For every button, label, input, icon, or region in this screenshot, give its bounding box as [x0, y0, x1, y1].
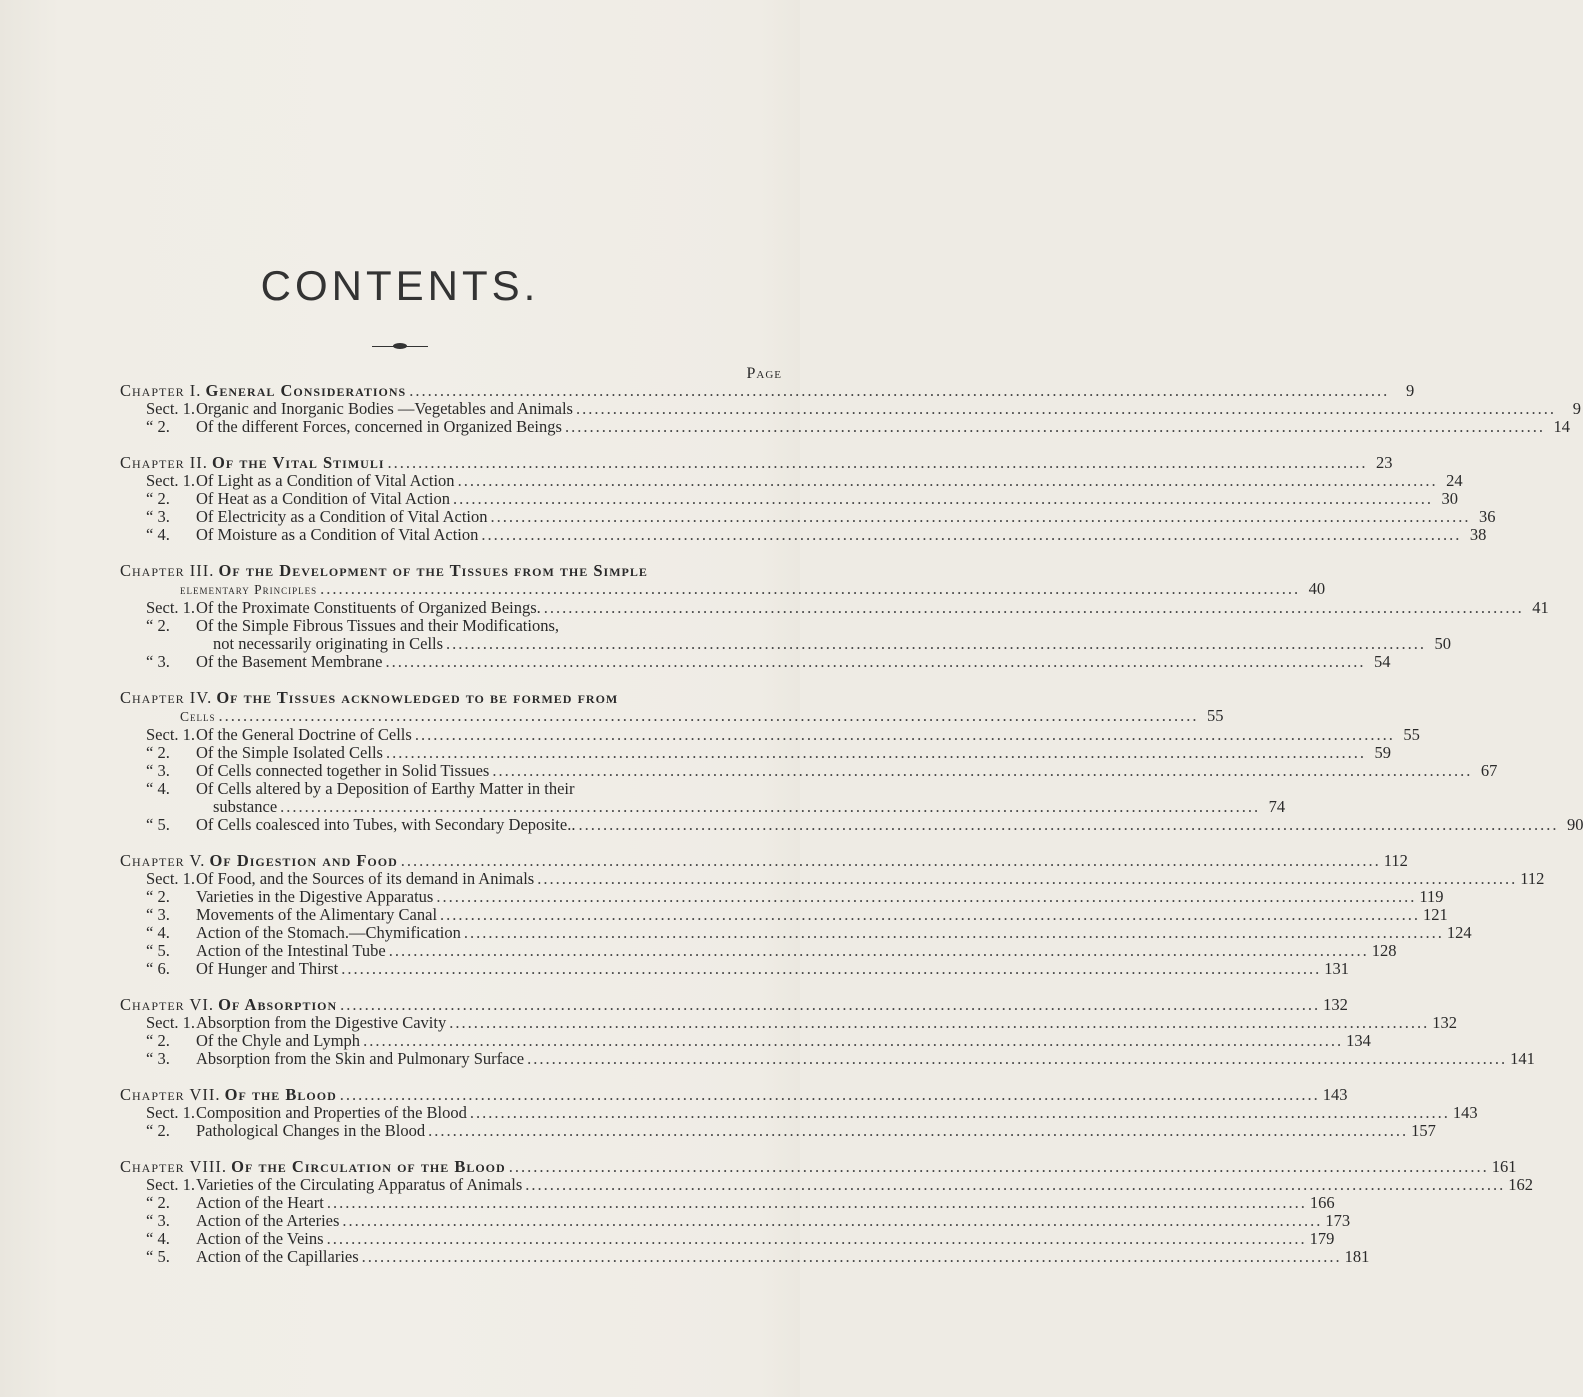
section-text [146, 472, 455, 490]
section-entry [120, 941, 1397, 960]
section-page-number: 55 [1403, 725, 1420, 744]
leader-dots [415, 726, 1395, 744]
section-text [146, 816, 575, 834]
chapter-page-number: 55 [1207, 706, 1224, 725]
section-page-number: 36 [1479, 507, 1496, 526]
section-page-number: 141 [1510, 1049, 1535, 1068]
section-entry [120, 471, 1463, 490]
chapter-heading-continuation [120, 579, 1326, 599]
section-number: Sect. 1. [146, 1175, 196, 1194]
leader-dots [327, 1194, 1307, 1212]
section-title-continuation: not necessarily originating in Cells [213, 634, 444, 653]
section-page-number: 24 [1446, 471, 1463, 490]
leader-dots [470, 1104, 1450, 1122]
leader-dots [492, 762, 1472, 780]
section-title: Of Cells coalesced into Tubes, with Secondary Deposite.. [196, 815, 576, 834]
section-title: Of Moisture as a Condition of Vital Action [196, 525, 479, 544]
leader-dots [525, 1176, 1505, 1194]
section-title: Of the Simple Isolated Cells [196, 743, 383, 762]
chapter-title: Of the Vital Stimuli [212, 453, 385, 472]
section-entry [120, 1031, 1371, 1050]
leader-dots [537, 870, 1517, 888]
chapter-heading-continuation [120, 706, 1224, 726]
section-title: Of the Simple Fibrous Tissues and their Modifications, [196, 616, 559, 635]
section-entry [120, 598, 1549, 617]
leader-dots [386, 744, 1366, 762]
section-page-number: 179 [1309, 1229, 1335, 1248]
chapter-heading-text [120, 382, 406, 400]
section-title: Of Cells altered by a Deposition of Earthy Matter in their [196, 779, 575, 798]
section-title: Action of the Stomach.—Chymification [196, 923, 461, 942]
leader-dots [340, 996, 1320, 1014]
section-text [146, 1230, 324, 1248]
leader-dots [401, 852, 1381, 870]
section-text [146, 508, 488, 526]
section-text [146, 1194, 324, 1212]
section-title: Pathological Changes in the Blood [196, 1121, 426, 1140]
section-title: Action of the Arteries [196, 1211, 340, 1230]
section-text [146, 1032, 360, 1050]
section-page-number: 131 [1324, 959, 1349, 978]
section-text [146, 599, 541, 617]
chapter-heading-text [120, 852, 398, 870]
section-number: “ 4. [146, 525, 170, 544]
section-page-number: 112 [1520, 869, 1545, 888]
chapter-title: Of the Blood [224, 1085, 337, 1104]
section-title: Of the General Doctrine of Cells [196, 725, 412, 744]
section-entry [120, 869, 1545, 888]
chapter-title: Of Absorption [218, 995, 338, 1014]
chapter-page-number: 40 [1308, 579, 1326, 598]
chapter-title-continuation: elementary Principles [180, 582, 318, 597]
leader-dots [458, 472, 1438, 490]
section-text [146, 906, 437, 924]
section-page-number: 134 [1346, 1031, 1371, 1050]
chapter-heading [120, 381, 1415, 400]
chapter-title: Of the Circulation of the Blood [231, 1157, 506, 1176]
section-text [146, 1122, 425, 1140]
leader-dots [409, 382, 1389, 400]
chapter-block [120, 453, 1496, 544]
chapter-title: Of the Tissues acknowledged to be formed from [216, 688, 619, 707]
section-title: Absorption from the Skin and Pulmonary Surface [196, 1049, 525, 1068]
leader-dots [481, 526, 1461, 544]
section-title: Organic and Inorganic Bodies —Vegetables and Animals [196, 399, 573, 418]
chapter-heading [120, 1085, 1348, 1104]
section-title: Of the Basement Membrane [196, 652, 383, 671]
section-entry [120, 905, 1448, 924]
section-number: Sect. 1. [146, 471, 196, 490]
section-number: “ 3. [146, 905, 170, 924]
section-number: “ 4. [146, 1229, 170, 1248]
table-of-contents [120, 381, 1583, 1284]
leader-dots [362, 1248, 1342, 1266]
section-title: Of the different Forces, concerned in Organized Beings [196, 417, 562, 436]
section-text [146, 400, 573, 418]
chapter-number: Chapter VII. [120, 1085, 221, 1104]
leader-dots [389, 942, 1369, 960]
chapter-block [120, 561, 1549, 671]
section-number: “ 2. [146, 1193, 170, 1212]
leader-dots [491, 508, 1471, 526]
section-entry [120, 780, 774, 798]
section-number: “ 6. [146, 959, 170, 978]
chapter-page-number: 9 [1405, 381, 1415, 400]
section-page-number: 67 [1480, 761, 1498, 780]
section-title: Composition and Properties of the Blood [196, 1103, 467, 1122]
leader-dots [440, 906, 1420, 924]
leader-dots [464, 924, 1444, 942]
chapter-page-number: 143 [1322, 1085, 1348, 1104]
section-number: “ 3. [146, 652, 170, 671]
section-text [146, 418, 562, 436]
chapter-heading [120, 851, 1408, 870]
section-text [146, 924, 461, 942]
page-column-label: Page [746, 365, 782, 382]
section-entry [120, 417, 1570, 436]
section-title: Varieties of the Circulating Apparatus of Animals [196, 1175, 523, 1194]
leader-dots [449, 1014, 1429, 1032]
chapter-heading [120, 689, 774, 707]
section-entry [120, 1103, 1478, 1122]
section-page-number: 132 [1432, 1013, 1457, 1032]
section-page-number: 173 [1325, 1211, 1351, 1230]
section-page-number: 30 [1441, 489, 1458, 508]
section-text [146, 1104, 467, 1122]
section-number: “ 4. [146, 779, 170, 798]
section-text [146, 960, 338, 978]
section-page-number: 9 [1572, 399, 1581, 418]
section-page-number: 59 [1374, 743, 1391, 762]
section-text [146, 942, 386, 960]
section-page-number: 74 [1268, 797, 1286, 816]
section-entry-continuation [120, 634, 1452, 653]
section-title: Of Food, and the Sources of its demand in Animals [196, 869, 535, 888]
section-page-number: 181 [1344, 1247, 1370, 1266]
section-title: Of Hunger and Thirst [196, 959, 339, 978]
section-text [146, 1212, 339, 1230]
section-page-number: 41 [1532, 598, 1549, 617]
section-text [146, 1176, 522, 1194]
leader-dots [565, 418, 1545, 436]
section-title: Of the Proximate Constituents of Organized Beings. [196, 598, 541, 617]
section-text [146, 490, 450, 508]
section-page-number: 54 [1373, 652, 1391, 671]
chapter-block [120, 995, 1535, 1068]
leader-dots [219, 707, 1199, 725]
section-number: “ 3. [146, 507, 170, 526]
section-text [146, 1050, 524, 1068]
chapter-heading [120, 1157, 1517, 1176]
chapter-block [120, 381, 1581, 436]
section-number: “ 2. [146, 417, 170, 436]
section-title: Of Cells connected together in Solid Tissues [196, 761, 490, 780]
section-title: Of Electricity as a Condition of Vital Action [196, 507, 488, 526]
leader-dots [280, 798, 1260, 816]
section-entry [120, 743, 1391, 762]
section-title: Action of the Veins [196, 1229, 324, 1248]
section-entry [120, 1247, 1370, 1266]
section-title: Varieties in the Digestive Apparatus [196, 887, 434, 906]
section-number: “ 2. [146, 1121, 170, 1140]
section-text [146, 1248, 359, 1266]
section-text [146, 888, 433, 906]
leader-dots [340, 1086, 1320, 1104]
leader-dots [436, 888, 1416, 906]
section-number: Sect. 1. [146, 1013, 196, 1032]
section-number: Sect. 1. [146, 399, 196, 418]
section-entry [120, 923, 1472, 942]
section-title: Action of the Capillaries [196, 1247, 359, 1266]
section-number: “ 3. [146, 761, 170, 780]
chapter-title: Of Digestion and Food [209, 851, 398, 870]
section-page-number: 162 [1508, 1175, 1534, 1194]
chapter-page-number: 23 [1376, 453, 1393, 472]
leader-dots [509, 1158, 1489, 1176]
section-entry [120, 1049, 1535, 1068]
chapter-block [120, 851, 1545, 978]
divider-ornament [393, 343, 407, 349]
section-entry [120, 525, 1487, 544]
chapter-page-number: 132 [1323, 995, 1348, 1014]
section-title: Absorption from the Digestive Cavity [196, 1013, 447, 1032]
section-number: Sect. 1. [146, 1103, 196, 1122]
section-number: “ 3. [146, 1211, 170, 1230]
leader-dots [576, 400, 1556, 418]
section-entry [120, 1175, 1534, 1194]
leader-dots [363, 1032, 1343, 1050]
chapter-title: General Considerations [205, 381, 407, 400]
chapter-page-number: 112 [1383, 851, 1408, 870]
section-text [146, 1014, 446, 1032]
leader-dots [342, 1212, 1322, 1230]
section-number: “ 5. [146, 1247, 170, 1266]
leader-dots [527, 1050, 1507, 1068]
section-number: “ 2. [146, 743, 170, 762]
section-text [146, 744, 383, 762]
section-number: “ 5. [146, 815, 170, 834]
chapter-heading-text [120, 1158, 506, 1176]
leader-dots [544, 599, 1524, 617]
leader-dots [341, 960, 1321, 978]
section-number: “ 2. [146, 489, 170, 508]
chapter-heading [120, 562, 774, 580]
section-entry [120, 507, 1496, 526]
chapter-number: Chapter VIII. [120, 1157, 228, 1176]
section-entry [120, 1013, 1457, 1032]
section-page-number: 38 [1469, 525, 1487, 544]
chapter-number: Chapter III. [120, 561, 215, 580]
leader-dots [320, 580, 1300, 598]
section-number: “ 2. [146, 616, 170, 635]
section-number: “ 2. [146, 1031, 170, 1050]
chapter-block [120, 1157, 1534, 1266]
section-text [146, 726, 412, 744]
section-title: Action of the Intestinal Tube [196, 941, 386, 960]
section-entry [120, 725, 1420, 744]
section-page-number: 166 [1309, 1193, 1335, 1212]
chapter-block [120, 688, 1583, 834]
section-title: Of Light as a Condition of Vital Action [196, 471, 455, 490]
section-page-number: 143 [1452, 1103, 1478, 1122]
section-entry [120, 761, 1498, 780]
section-page-number: 90 [1566, 815, 1583, 834]
chapter-number: Chapter I. [120, 381, 202, 400]
section-number: Sect. 1. [146, 598, 196, 617]
chapter-heading [120, 453, 1393, 472]
section-text [146, 762, 489, 780]
section-entry [120, 1193, 1335, 1212]
chapter-block [120, 1085, 1478, 1140]
section-entry [120, 887, 1444, 906]
chapter-title-continuation: Cells [180, 709, 216, 724]
section-title-continuation: substance [213, 797, 278, 816]
section-number: “ 2. [146, 887, 170, 906]
chapter-title: Of the Development of the Tissues from the Simple [218, 561, 648, 580]
leader-dots [453, 490, 1433, 508]
leader-dots [385, 653, 1365, 671]
section-entry [120, 1121, 1436, 1140]
section-number: “ 5. [146, 941, 170, 960]
section-entry [120, 617, 774, 635]
section-page-number: 50 [1434, 634, 1452, 653]
section-page-number: 121 [1423, 905, 1448, 924]
leader-dots [428, 1122, 1408, 1140]
section-number: Sect. 1. [146, 725, 196, 744]
leader-dots [578, 816, 1558, 834]
section-entry [120, 1229, 1335, 1248]
leader-dots [327, 1230, 1307, 1248]
section-page-number: 157 [1411, 1121, 1436, 1140]
section-entry [120, 959, 1349, 978]
section-entry [120, 399, 1581, 418]
section-page-number: 124 [1446, 923, 1472, 942]
section-number: “ 4. [146, 923, 170, 942]
section-title: Of Heat as a Condition of Vital Action [196, 489, 450, 508]
section-entry [120, 815, 1583, 834]
section-title: Of the Chyle and Lymph [196, 1031, 361, 1050]
section-entry-continuation [120, 797, 1286, 816]
section-number: “ 3. [146, 1049, 170, 1068]
section-page-number: 14 [1553, 417, 1570, 436]
leader-dots [388, 454, 1368, 472]
chapter-heading [120, 995, 1348, 1014]
section-text [146, 526, 478, 544]
section-text [146, 870, 534, 888]
chapter-page-number: 161 [1491, 1157, 1517, 1176]
section-entry [120, 1211, 1351, 1230]
section-text [146, 653, 382, 671]
chapter-number: Chapter VI. [120, 995, 215, 1014]
section-entry [120, 489, 1458, 508]
chapter-heading-text [120, 454, 385, 472]
leader-dots [446, 635, 1426, 653]
chapter-heading-text [120, 1086, 337, 1104]
section-page-number: 128 [1371, 941, 1397, 960]
chapter-number: Chapter II. [120, 453, 208, 472]
section-number: Sect. 1. [146, 869, 196, 888]
section-title: Action of the Heart [196, 1193, 324, 1212]
chapter-heading-text [120, 996, 337, 1014]
section-entry [120, 652, 1391, 671]
chapter-number: Chapter V. [120, 851, 206, 870]
chapter-number: Chapter IV. [120, 688, 213, 707]
page-title: CONTENTS. [260, 262, 540, 309]
section-page-number: 119 [1419, 887, 1444, 906]
section-title: Movements of the Alimentary Canal [196, 905, 438, 924]
